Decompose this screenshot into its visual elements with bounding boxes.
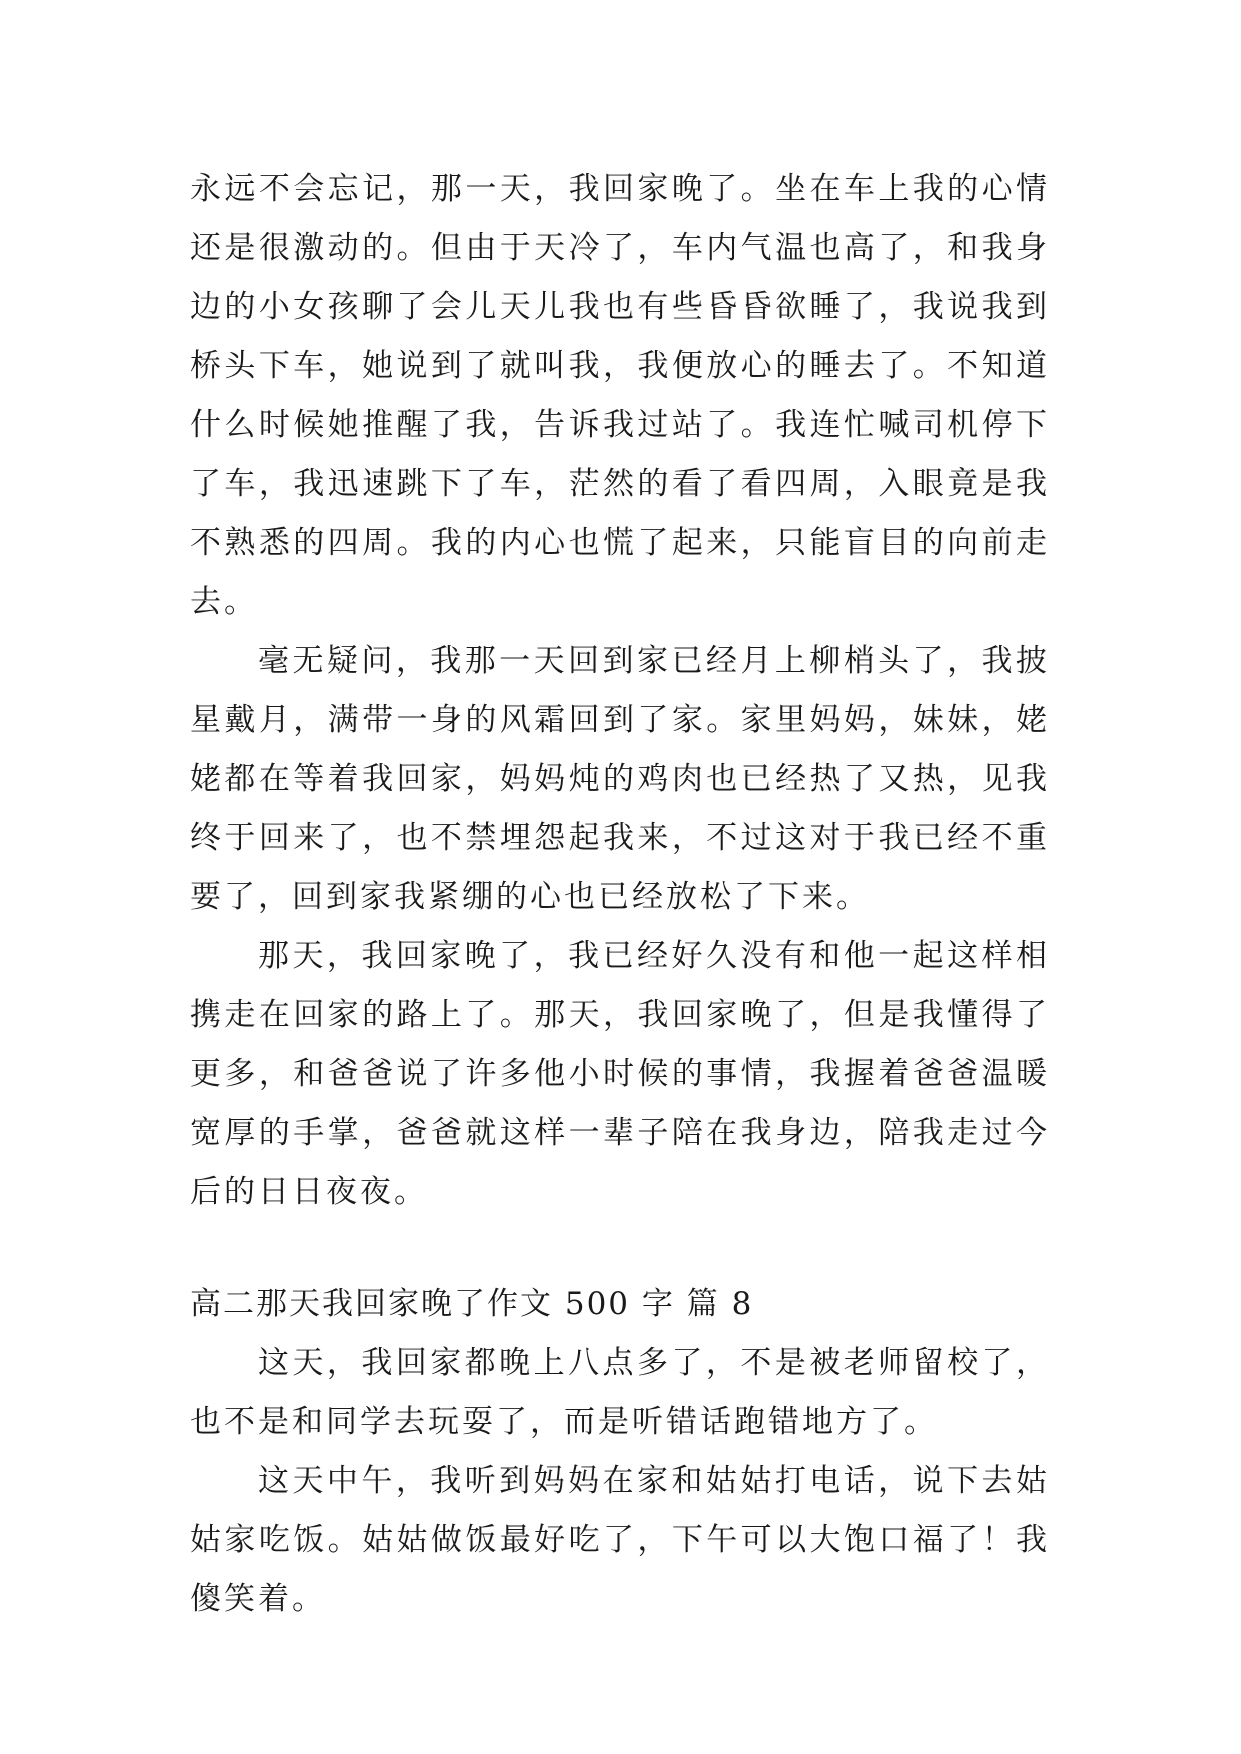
- paragraph: 这天，我回家都晚上八点多了，不是被老师留校了，也不是和同学去玩耍了，而是听错话跑错地方了。: [190, 1345, 1050, 1440]
- paragraph: 永远不会忘记，那一天，我回家晚了。坐在车上我的心情还是很激动的。但由于天冷了，车内气温也高了，和我身边的小女孩聊了会儿天儿我也有些昏昏欲睡了，我说我到桥头下车，她说到了就叫我，我便放心的睡去了。不知道什么时候她推醒了我，告诉我过站了。我连忙喊司机停下了车，我迅速跳下了车，茫然的看了看四周，入眼竟是我不熟悉的四周。我的内心也慌了起来，只能盲目的向前走去。: [190, 171, 1050, 620]
- paragraph: 这天中午，我听到妈妈在家和姑姑打电话，说下去姑姑家吃饭。姑姑做饭最好吃了，下午可以大饱口福了！我傻笑着。: [190, 1463, 1050, 1617]
- paragraph: 毫无疑问，我那一天回到家已经月上柳梢头了，我披星戴月，满带一身的风霜回到了家。家里妈妈，妹妹，姥姥都在等着我回家，妈妈炖的鸡肉也已经热了又热，见我终于回来了，也不禁埋怨起我来，不过这对于我已经不重要了，回到家我紧绷的心也已经放松了下来。: [190, 643, 1050, 915]
- document-body: [190, 160, 1050, 1629]
- paragraph: 那天，我回家晚了，我已经好久没有和他一起这样相携走在回家的路上了。那天，我回家晚了，但是我懂得了更多，和爸爸说了许多他小时候的事情，我握着爸爸温暖宽厚的手掌，爸爸就这样一辈子陪在我身边，陪我走过今后的日日夜夜。: [190, 938, 1050, 1210]
- section-heading: 高二那天我回家晚了作文 500 字 篇 8: [190, 1286, 754, 1322]
